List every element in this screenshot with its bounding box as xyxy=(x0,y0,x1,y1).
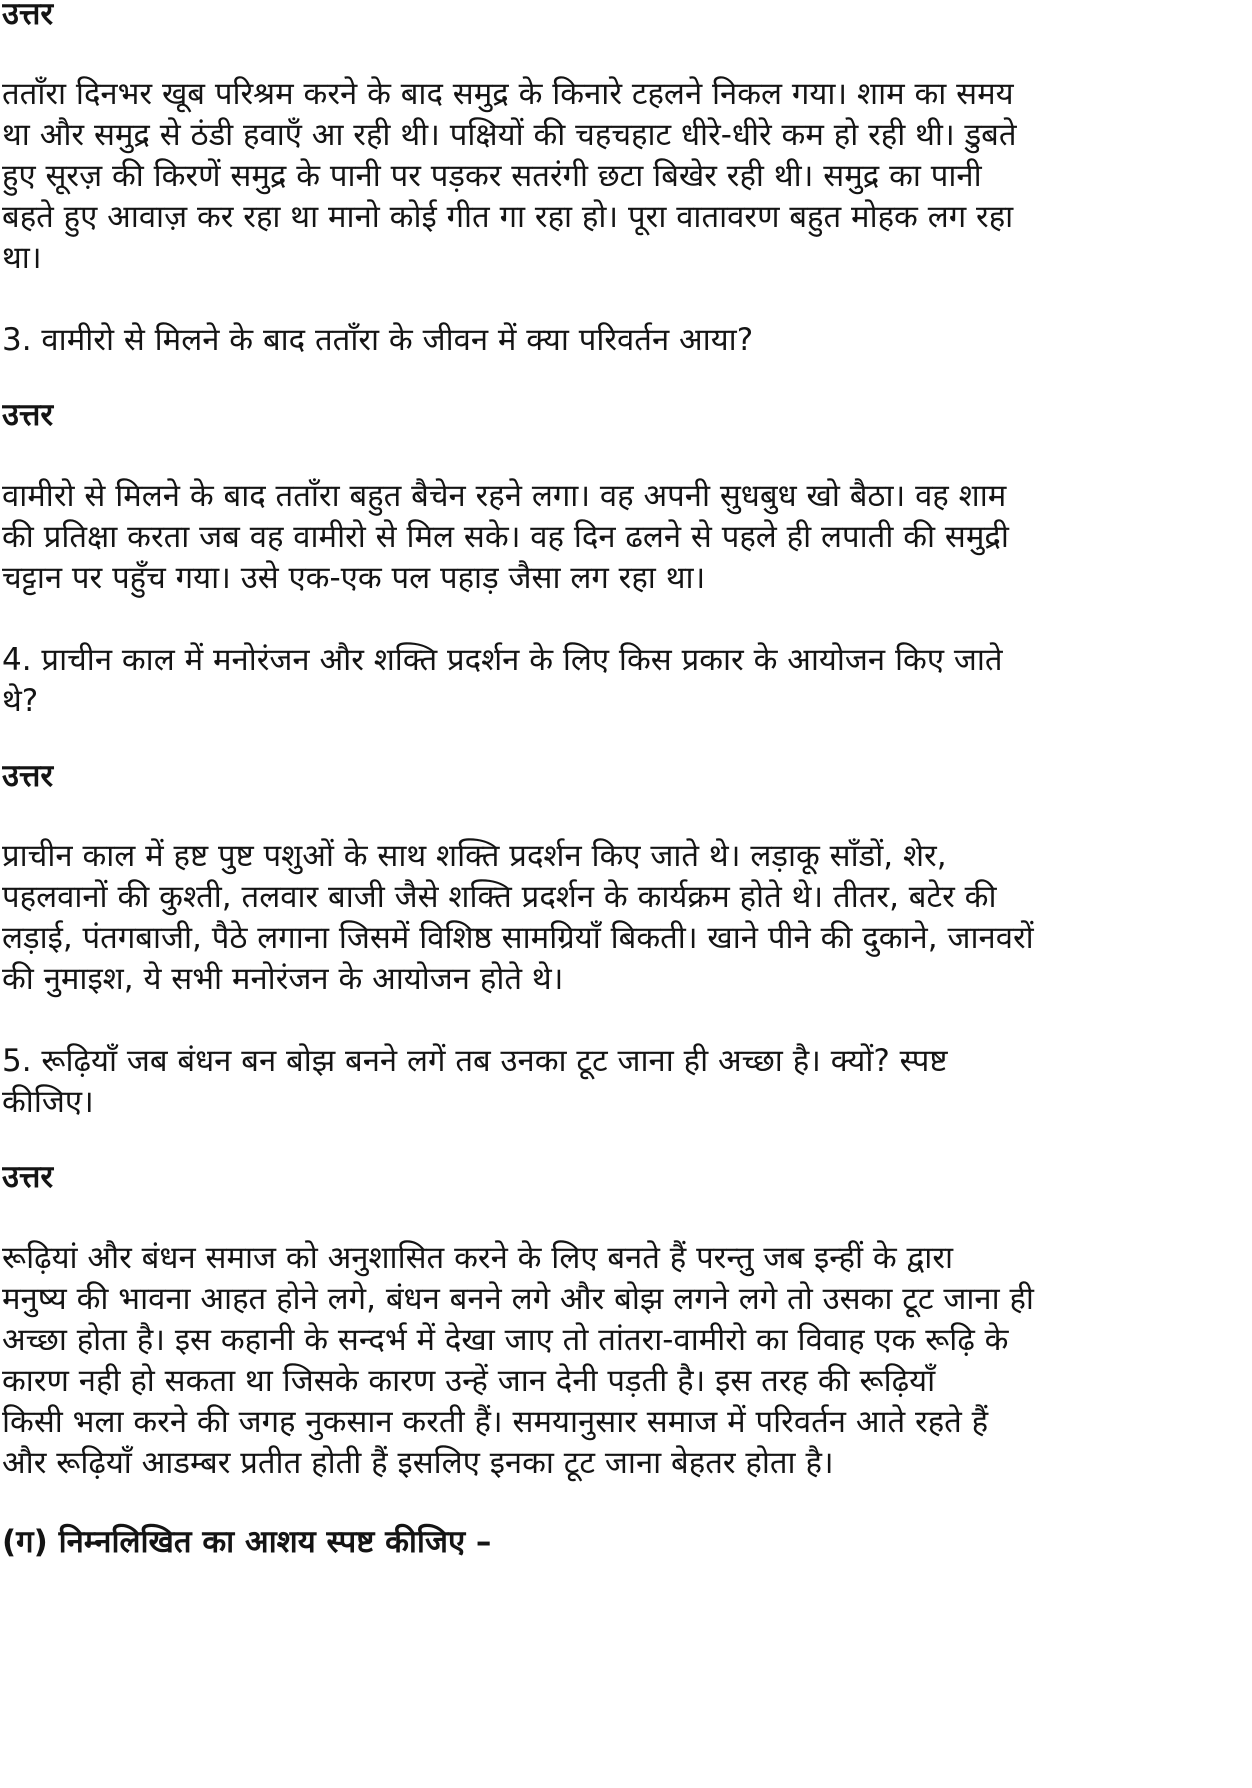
answer-paragraph-line: लड़ाई, पंतगबाजी, पैठे लगाना जिसमें विशिष्ठ सामग्रियाँ बिकती। खाने पीने की दुकाने, जानवरों xyxy=(2,920,1034,956)
answer-paragraph-line: हुए सूरज़ की किरणें समुद्र के पानी पर पड़कर सतरंगी छटा बिखेर रही थी। समुद्र का पानी xyxy=(2,158,982,194)
answer-paragraph-line: की नुमाइश, ये सभी मनोरंजन के आयोजन होते थे। xyxy=(2,961,564,997)
answer-paragraph-line: की प्रतिक्षा करता जब वह वामीरो से मिल सके। वह दिन ढलने से पहले ही लपाती की समुद्री xyxy=(2,519,1009,555)
question-3: 3. वामीरो से मिलने के बाद तताँरा के जीवन में क्या परिवर्तन आया? xyxy=(2,322,754,358)
answer-paragraph-line: अच्छा होता है। इस कहानी के सन्दर्भ में देखा जाए तो तांतरा-वामीरो का विवाह एक रूढ़ि के xyxy=(2,1322,1009,1358)
answer-paragraph-line: रूढ़ियां और बंधन समाज को अनुशासित करने के लिए बनते हैं परन्तु जब इन्हीं के द्वारा xyxy=(2,1240,954,1276)
answer-paragraph-line: किसी भला करने की जगह नुकसान करती हैं। समयानुसार समाज में परिवर्तन आते रहते हैं xyxy=(2,1404,989,1440)
answer-paragraph-line: मनुष्य की भावना आहत होने लगे, बंधन बनने लगे और बोझ लगने लगे तो उसका टूट जाना ही xyxy=(2,1281,1034,1317)
answer-paragraph-line: तताँरा दिनभर खूब परिश्रम करने के बाद समुद्र के किनारे टहलने निकल गया। शाम का समय xyxy=(2,76,1014,112)
answer-paragraph-line: पहलवानों की कुश्ती, तलवार बाजी जैसे शक्ति प्रदर्शन के कार्यक्रम होते थे। तीतर, बटेर की xyxy=(2,879,997,915)
answer-paragraph-line: प्राचीन काल में हष्ट पुष्ट पशुओं के साथ शक्ति प्रदर्शन किए जाते थे। लड़ाकू साँडों, शेर, xyxy=(2,838,947,874)
answer-paragraph-line: था और समुद्र से ठंडी हवाएँ आ रही थी। पक्षियों की चहचहाट धीरे-धीरे कम हो रही थी। डुबते xyxy=(2,117,1017,153)
answer-heading: उत्तर xyxy=(2,397,54,433)
section-heading: (ग) निम्नलिखित का आशय स्पष्ट कीजिए – xyxy=(2,1524,492,1560)
answer-paragraph-line: कारण नही हो सकता था जिसके कारण उन्हें जान देनी पड़ती है। इस तरह की रूढ़ियाँ xyxy=(2,1363,936,1399)
answer-heading: उत्तर xyxy=(2,0,54,32)
answer-paragraph-line: चट्टान पर पहुँच गया। उसे एक-एक पल पहाड़ जैसा लग रहा था। xyxy=(2,560,706,596)
question-5: कीजिए। xyxy=(2,1084,94,1120)
answer-paragraph-line: और रूढ़ियाँ आडम्बर प्रतीत होती हैं इसलिए इनका टूट जाना बेहतर होता है। xyxy=(2,1445,834,1481)
question-5: 5. रूढ़ियाँ जब बंधन बन बोझ बनने लगें तब उनका टूट जाना ही अच्छा है। क्यों? स्पष्ट xyxy=(2,1043,948,1079)
answer-heading: उत्तर xyxy=(2,1159,54,1195)
answer-paragraph-line: बहते हुए आवाज़ कर रहा था मानो कोई गीत गा रहा हो। पूरा वातावरण बहुत मोहक लग रहा xyxy=(2,199,1014,235)
question-4: 4. प्राचीन काल में मनोरंजन और शक्ति प्रदर्शन के लिए किस प्रकार के आयोजन किए जाते xyxy=(2,642,1003,678)
answer-paragraph-line: था। xyxy=(2,240,42,276)
answer-heading: उत्तर xyxy=(2,758,54,794)
answer-paragraph-line: वामीरो से मिलने के बाद तताँरा बहुत बैचेन रहने लगा। वह अपनी सुधबुध खो बैठा। वह शाम xyxy=(2,478,1007,514)
question-4: थे? xyxy=(2,683,39,719)
